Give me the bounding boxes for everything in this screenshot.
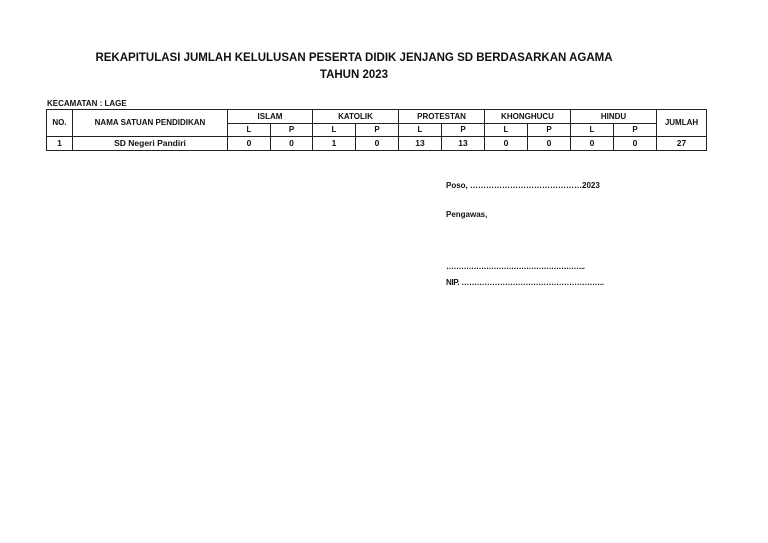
header-school-name: NAMA SATUAN PENDIDIKAN (73, 110, 228, 137)
signature-role: Pengawas, (446, 210, 488, 219)
row-protestan-p: 13 (442, 137, 485, 151)
subheader-l: L (228, 123, 271, 137)
subheader-l: L (485, 123, 528, 137)
header-group-protestan: PROTESTAN (399, 110, 485, 124)
subheader-p: P (614, 123, 657, 137)
document-year: TAHUN 2023 (319, 69, 389, 81)
row-school-name: SD Negeri Pandiri (73, 137, 228, 151)
row-islam-p: 0 (271, 137, 313, 151)
row-khonghucu-p: 0 (528, 137, 571, 151)
row-protestan-l: 13 (399, 137, 442, 151)
subheader-p: P (528, 123, 571, 137)
table-header-row (47, 110, 707, 124)
header-group-hindu: HINDU (571, 110, 657, 124)
header-group-islam: ISLAM (228, 110, 313, 124)
header-no: NO. (47, 110, 73, 137)
header-total: JUMLAH (657, 110, 707, 137)
signature-place-date: Poso, ……………………………………2023 (446, 181, 600, 190)
signature-name-line: ……………………………………………….. (446, 262, 585, 271)
subheader-p: P (442, 123, 485, 137)
header-group-katolik: KATOLIK (313, 110, 399, 124)
subheader-l: L (571, 123, 614, 137)
kecamatan-label: KECAMATAN : LAGE (47, 99, 127, 108)
row-total: 27 (657, 137, 707, 151)
row-no: 1 (47, 137, 73, 151)
subheader-p: P (356, 123, 399, 137)
subheader-l: L (313, 123, 356, 137)
table-row (47, 137, 707, 151)
row-katolik-p: 0 (356, 137, 399, 151)
recap-table (46, 109, 707, 151)
subheader-l: L (399, 123, 442, 137)
signature-nip: NIP. ……………………………………………….. (446, 278, 604, 287)
subheader-p: P (271, 123, 313, 137)
row-hindu-l: 0 (571, 137, 614, 151)
document-title: REKAPITULASI JUMLAH KELULUSAN PESERTA DIDIK JENJANG SD BERDASARKAN AGAMA (95, 52, 613, 64)
header-group-khonghucu: KHONGHUCU (485, 110, 571, 124)
row-katolik-l: 1 (313, 137, 356, 151)
row-hindu-p: 0 (614, 137, 657, 151)
row-islam-l: 0 (228, 137, 271, 151)
row-khonghucu-l: 0 (485, 137, 528, 151)
